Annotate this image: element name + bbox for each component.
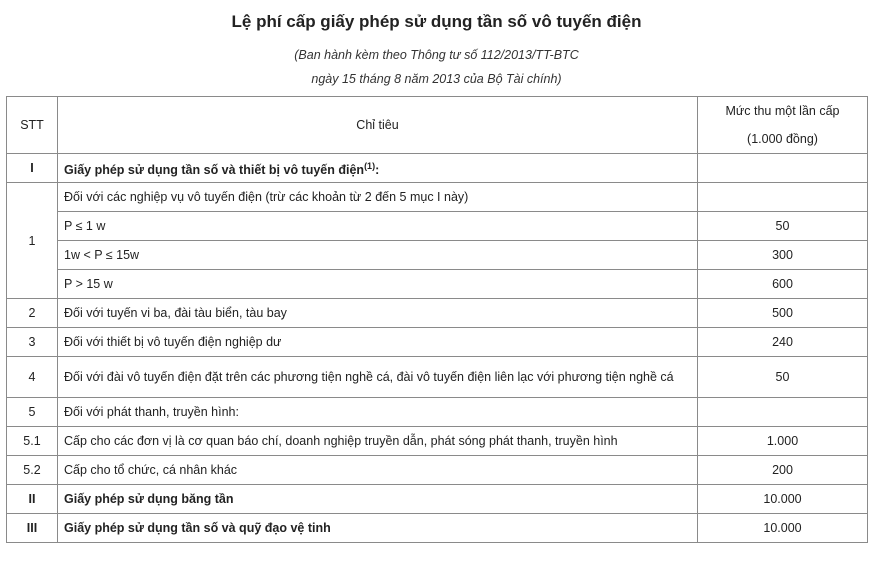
row-stt: 5.2 <box>7 456 58 485</box>
header-fee-line2: (1.000 đồng) <box>747 132 818 146</box>
row-fee: 1.000 <box>698 427 868 456</box>
row-item-suffix: : <box>375 163 380 178</box>
row-fee: 240 <box>698 328 868 357</box>
row-fee: 10.000 <box>698 485 868 514</box>
table-row <box>7 183 868 212</box>
header-fee <box>698 97 868 154</box>
table-row <box>7 456 868 485</box>
row-item: 1w < P ≤ 15w <box>58 241 698 270</box>
table-row <box>7 514 868 543</box>
table-row <box>7 328 868 357</box>
row-fee <box>698 398 868 427</box>
table-header-row <box>7 97 868 154</box>
row-item: Giấy phép sử dụng băng tần <box>58 485 698 514</box>
row-fee: 500 <box>698 299 868 328</box>
row-stt: 5.1 <box>7 427 58 456</box>
row-item: Cấp cho tổ chức, cá nhân khác <box>58 456 698 485</box>
row-item: P > 15 w <box>58 270 698 299</box>
row-fee: 300 <box>698 241 868 270</box>
row-item: Giấy phép sử dụng tần số và quỹ đạo vệ tinh <box>58 514 698 543</box>
row-item: Đối với phát thanh, truyền hình: <box>58 398 698 427</box>
table-row <box>7 212 868 241</box>
row-item: Đối với đài vô tuyến điện đặt trên các phương tiện nghề cá, đài vô tuyến điện liên lạc với phương tiện nghề cá <box>58 357 698 398</box>
row-item: Đối với tuyến vi ba, đài tàu biển, tàu bay <box>58 299 698 328</box>
row-item: P ≤ 1 w <box>58 212 698 241</box>
row-stt: 3 <box>7 328 58 357</box>
row-stt: III <box>7 514 58 543</box>
row-fee: 50 <box>698 357 868 398</box>
document-subtitle-line2: ngày 15 tháng 8 năm 2013 của Bộ Tài chính) <box>311 72 562 86</box>
row-stt: 4 <box>7 357 58 398</box>
row-stt: II <box>7 485 58 514</box>
row-fee: 10.000 <box>698 514 868 543</box>
row-item-text: Giấy phép sử dụng tần số và thiết bị vô tuyến điện <box>64 163 365 178</box>
header-item: Chỉ tiêu <box>58 97 698 154</box>
row-stt: 1 <box>7 183 58 299</box>
table-row <box>7 357 868 398</box>
row-fee: 200 <box>698 456 868 485</box>
table-row <box>7 398 868 427</box>
document-subtitle-line1: (Ban hành kèm theo Thông tư số 112/2013/TT-BTC <box>294 48 579 62</box>
header-fee-line1: Mức thu một lần cấp <box>725 104 840 118</box>
row-stt: I <box>7 154 58 183</box>
table-row <box>7 241 868 270</box>
footnote-marker: (1) <box>364 160 376 171</box>
row-stt: 2 <box>7 299 58 328</box>
header-stt: STT <box>7 97 58 154</box>
row-item: Đối với thiết bị vô tuyến điện nghiệp dư <box>58 328 698 357</box>
row-item: Đối với các nghiệp vụ vô tuyến điện (trừ các khoản từ 2 đến 5 mục I này) <box>58 183 698 212</box>
row-stt: 5 <box>7 398 58 427</box>
table-row <box>7 485 868 514</box>
fee-table <box>6 96 868 543</box>
row-fee <box>698 154 868 183</box>
row-fee <box>698 183 868 212</box>
table-row <box>7 299 868 328</box>
row-item: Cấp cho các đơn vị là cơ quan báo chí, doanh nghiệp truyền dẫn, phát sóng phát thanh, truyền hình <box>58 427 698 456</box>
table-row <box>7 427 868 456</box>
table-row <box>7 270 868 299</box>
row-item <box>58 154 698 183</box>
row-fee: 600 <box>698 270 868 299</box>
row-fee: 50 <box>698 212 868 241</box>
document-title: Lệ phí cấp giấy phép sử dụng tần số vô tuyến điện <box>231 12 642 31</box>
table-row <box>7 154 868 183</box>
